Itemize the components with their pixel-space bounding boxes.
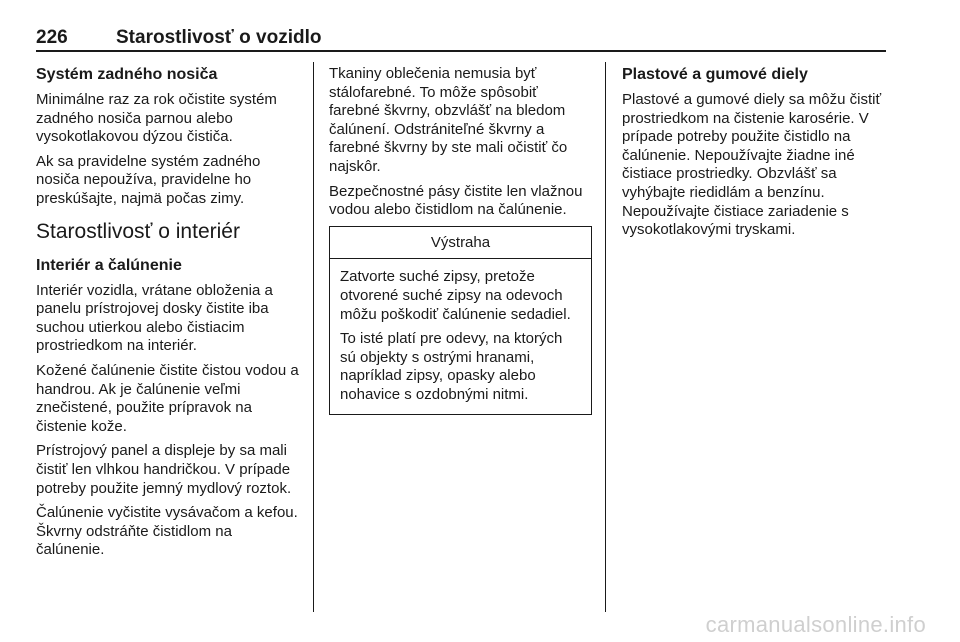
warning-paragraph: Zatvorte suché zipsy, pretože otvorené suché zipsy na odevoch môžu poškodiť čalúnenie sedadiel.: [340, 268, 571, 323]
chapter-heading-interior-care: Starostlivosť o interiér: [36, 219, 240, 243]
column-2: [329, 65, 592, 415]
paragraph: Tkaniny oblečenia nemusia byť stálofarebné. To môže spôsobiť farebné škvrny, obzvlášť na bledom čalúnení. Odstrániteľné škvrny a farebné škvrny by ste mali očistiť čo najskôr.: [329, 65, 568, 175]
warning-body: [330, 259, 591, 413]
paragraph: Ak sa pravidelne systém zadného nosiča nepoužíva, pravidelne ho preskúšajte, najmä počas zimy.: [36, 152, 261, 207]
column-divider-1: [313, 62, 314, 612]
watermark: carmanualsonline.info: [705, 612, 926, 637]
header-divider: [36, 50, 886, 52]
section-heading-rear-carrier: Systém zadného nosiča: [36, 66, 218, 83]
paragraph: Plastové a gumové diely sa môžu čistiť prostriedkom na čistenie karosérie. V prípade potreby použite čistidlo na čalúnenie. Nepoužívajte žiadne iné čistiace prostriedky. Obzvlášť sa vyhýbajte riedidlám a benzínu. Nepoužívajte čistiace zariadenie s vysokotlakovými tryskami.: [622, 91, 882, 239]
page-header: [36, 27, 886, 51]
paragraph: Bezpečnostné pásy čistite len vlažnou vodou alebo čistidlom na čalúnenie.: [329, 182, 583, 219]
column-3: [622, 65, 886, 246]
page-number: 226: [36, 27, 68, 48]
paragraph: Kožené čalúnenie čistite čistou vodou a handrou. Ak je čalúnenie veľmi znečistené, použite prípravok na čistenie kože.: [36, 361, 299, 435]
paragraph: Minimálne raz za rok očistite systém zadného nosiča parnou alebo vysokotlakovou dýzou čističa.: [36, 91, 277, 146]
warning-title: Výstraha: [330, 227, 591, 260]
page-title: Starostlivosť o vozidlo: [116, 27, 322, 48]
section-heading-interior-upholstery: Interiér a čalúnenie: [36, 256, 182, 274]
warning-paragraph: To isté platí pre odevy, na ktorých sú objekty s ostrými hranami, napríklad zipsy, opasky alebo nohavice s ozdobnými nitmi.: [340, 330, 563, 403]
paragraph: Čalúnenie vyčistite vysávačom a kefou. Škvrny odstráňte čistidlom na čalúnenie.: [36, 504, 298, 559]
warning-box: [329, 226, 592, 415]
column-divider-2: [605, 62, 606, 612]
paragraph: Prístrojový panel a displeje by sa mali čistiť len vlhkou handričkou. V prípade potreby použite jemný mydlový roztok.: [36, 442, 292, 497]
section-heading-plastic-rubber: Plastové a gumové diely: [622, 66, 808, 83]
paragraph: Interiér vozidla, vrátane obloženia a panelu prístrojovej dosky čistite iba suchou utierkou alebo čistiacim prostriedkom na interiér.: [36, 281, 273, 355]
column-1: [36, 65, 302, 566]
